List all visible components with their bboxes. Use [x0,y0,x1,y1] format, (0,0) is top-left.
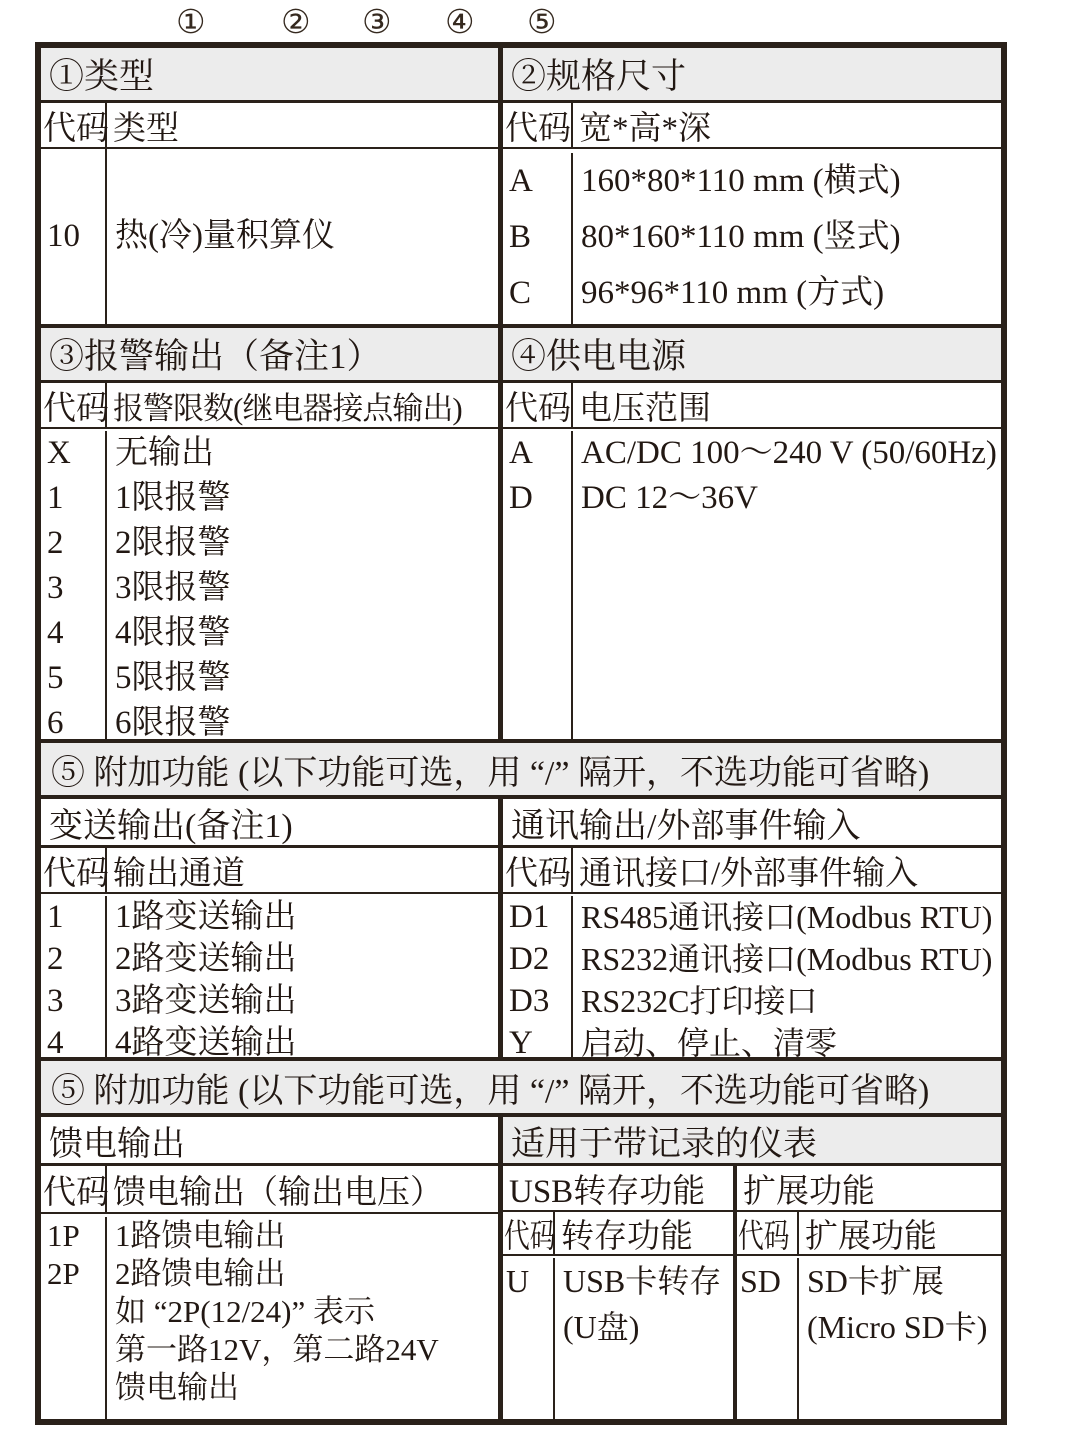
section-size-body [503,149,1001,324]
section-power-body [503,429,1001,739]
code-cells [503,896,573,1061]
section-type-body [41,149,498,324]
circle-marker-4: ④ [445,5,475,41]
comm-colhead [503,848,1001,894]
code-header [503,1212,555,1254]
desc-cell: 如 “2P(12/24)” 表示 [115,1294,376,1329]
alarm-header: 报警限数(继电器接点输出) [113,390,462,426]
circle-marker-2: ② [281,5,311,41]
code-cells [41,896,107,1061]
section-type-colhead [41,103,498,149]
desc-cell: 1路馈电输出 [115,1218,286,1253]
desc-cell: 4路变送输出 [115,1025,297,1061]
code-cell: D2 [509,941,550,977]
band-transmit-comm [41,799,1001,1061]
section-comm [503,799,1001,1061]
section-size-title: ②规格尺寸 [503,48,1001,103]
desc-cell: 3限报警 [115,570,231,606]
usb-subtable [503,1166,737,1419]
desc-cell: 热(冷)量积算仪 [115,218,335,254]
code-cell: A [509,435,533,471]
desc-cell: 6限报警 [115,705,231,741]
code-header: 代码 [41,103,107,147]
code-cell: Y [509,1025,533,1061]
section-transmit [41,799,503,1061]
desc-cell: 第一路12V，第二路24V [115,1332,439,1367]
band-feed-record [41,1117,1001,1419]
code-header: 代码 [503,103,573,147]
code-cell: 3 [47,983,64,1019]
sd-body [737,1256,1001,1419]
code-header: 代码 [503,848,573,892]
code-cell: B [509,219,532,255]
feed-output-header: 馈电输出（输出电压） [113,1174,443,1211]
desc-cell: 3路变送输出 [115,983,297,1019]
circle-marker-3: ③ [362,5,392,41]
desc-cell: DC 12～36V [581,480,758,516]
code-cells [41,149,107,324]
code-header: 代码 [41,383,107,427]
desc-cell: RS485通讯接口(Modbus RTU) [581,899,993,935]
code-cells [737,1258,799,1419]
addon-banner-1: ⑤ 附加功能 (以下功能可选，用 “/” 隔开，不选功能可省略) [41,743,1001,799]
model-selection-table [35,42,1007,1425]
feed-colhead [41,1166,498,1214]
band-alarm-power [41,328,1001,743]
sd-colhead [737,1212,1001,1256]
desc-cell: USB卡转存 [563,1263,722,1299]
code-header: 代码 [41,1166,107,1212]
comm-subtitle: 通讯输出/外部事件输入 [503,799,1001,848]
code-cell: 1P [47,1218,80,1253]
code-cells [503,431,573,739]
desc-cells [573,153,1001,324]
addon-banner-2: ⑤ 附加功能 (以下功能可选，用 “/” 隔开，不选功能可省略) [41,1061,1001,1117]
circle-marker-5: ⑤ [527,5,557,41]
desc-cells [107,896,498,1061]
desc-cell: 1限报警 [115,480,231,516]
desc-cell: RS232C打印接口 [581,983,818,1019]
sd-subtable [737,1166,1001,1419]
section-type [41,48,503,324]
usb-colhead [503,1212,733,1256]
desc-cell: 96*96*110 mm (方式) [581,275,885,311]
code-cell: 10 [47,218,80,254]
code-cell: U [506,1263,530,1299]
code-cell: D3 [509,983,550,1019]
record-subtitle: 适用于带记录的仪表 [503,1117,1001,1166]
desc-cell: 馈电输出 [115,1370,239,1405]
usb-merged-header: USB转存功能 [503,1166,733,1212]
desc-cells [555,1258,733,1419]
section-alarm-title: ③报警输出（备注1） [41,328,498,383]
code-cell: 2P [47,1256,80,1291]
section-alarm [41,328,503,739]
desc-cell: (U盘) [563,1309,640,1345]
type-header: 类型 [113,110,179,147]
size-header: 宽*高*深 [579,110,711,147]
code-cell: 4 [47,1025,64,1061]
band-type-size [41,48,1001,328]
desc-cell: 无输出 [115,435,214,471]
code-cells [503,1258,555,1419]
circle-marker-1: ① [176,5,206,41]
desc-cells [573,431,1001,739]
desc-cell: 2路变送输出 [115,941,297,977]
feed-subtitle: 馈电输出 [41,1117,498,1166]
desc-cells [107,1217,498,1419]
section-alarm-colhead [41,383,498,429]
code-cells [503,153,573,324]
transmit-colhead [41,848,498,894]
desc-cells [107,149,498,324]
desc-cells [107,431,498,739]
code-header-label: 代码 [504,1218,556,1255]
section-alarm-body [41,429,498,739]
code-cell: D [509,480,533,516]
section-size-colhead [503,103,1001,149]
desc-cell: 1路变送输出 [115,899,297,935]
desc-cell: AC/DC 100～240 V (50/60Hz) [581,435,997,471]
code-cell: 2 [47,525,64,561]
section-feed [41,1117,503,1419]
desc-cell: SD卡扩展 [807,1263,944,1299]
section-power [503,328,1001,739]
desc-cell: 2限报警 [115,525,231,561]
desc-cell: 5限报警 [115,660,231,696]
code-cells [41,1217,107,1419]
code-cells [41,431,107,739]
section-transmit-body [41,894,498,1061]
voltage-header: 电压范围 [579,390,711,427]
usb-body [503,1256,733,1419]
code-cell: 1 [47,480,64,516]
desc-cell: (Micro SD卡) [807,1309,988,1345]
desc-cell: 160*80*110 mm (横式) [581,163,901,199]
code-header: 代码 [41,848,107,892]
section-type-title: ①类型 [41,48,498,103]
code-cell: 5 [47,660,64,696]
desc-cells [573,896,1001,1061]
code-cell: SD [740,1263,781,1299]
desc-cell: 80*160*110 mm (竖式) [581,219,901,255]
section-comm-body [503,894,1001,1061]
desc-cell: 4限报警 [115,615,231,651]
usb-function-header: 转存功能 [561,1218,693,1255]
section-feed-body [41,1214,498,1419]
code-cell: 2 [47,941,64,977]
code-cell: A [509,163,533,199]
record-subtables [503,1166,1001,1419]
desc-cells [799,1258,1001,1419]
desc-cell: RS232通讯接口(Modbus RTU) [581,941,993,977]
code-cell: 4 [47,615,64,651]
desc-cell: 启动、停止、清零 [581,1025,838,1061]
code-cell: X [47,435,71,471]
sd-merged-header: 扩展功能 [737,1166,1001,1212]
code-header: 代码 [503,383,573,427]
section-power-colhead [503,383,1001,429]
transmit-subtitle: 变送输出(备注1) [41,799,498,848]
channel-header: 输出通道 [113,855,245,892]
code-cell: 3 [47,570,64,606]
desc-cell: 2路馈电输出 [115,1256,286,1291]
code-cell: 1 [47,899,64,935]
section-power-title: ④供电电源 [503,328,1001,383]
column-markers [0,0,1080,40]
section-record [503,1117,1001,1419]
code-cell: 6 [47,705,64,741]
code-cell: D1 [509,899,550,935]
sd-function-header: 扩展功能 [805,1218,937,1255]
code-cell: C [509,275,532,311]
interface-header: 通讯接口/外部事件输入 [579,855,919,892]
code-header-label: 代码 [738,1218,790,1255]
code-header [737,1212,799,1254]
section-size [503,48,1001,324]
